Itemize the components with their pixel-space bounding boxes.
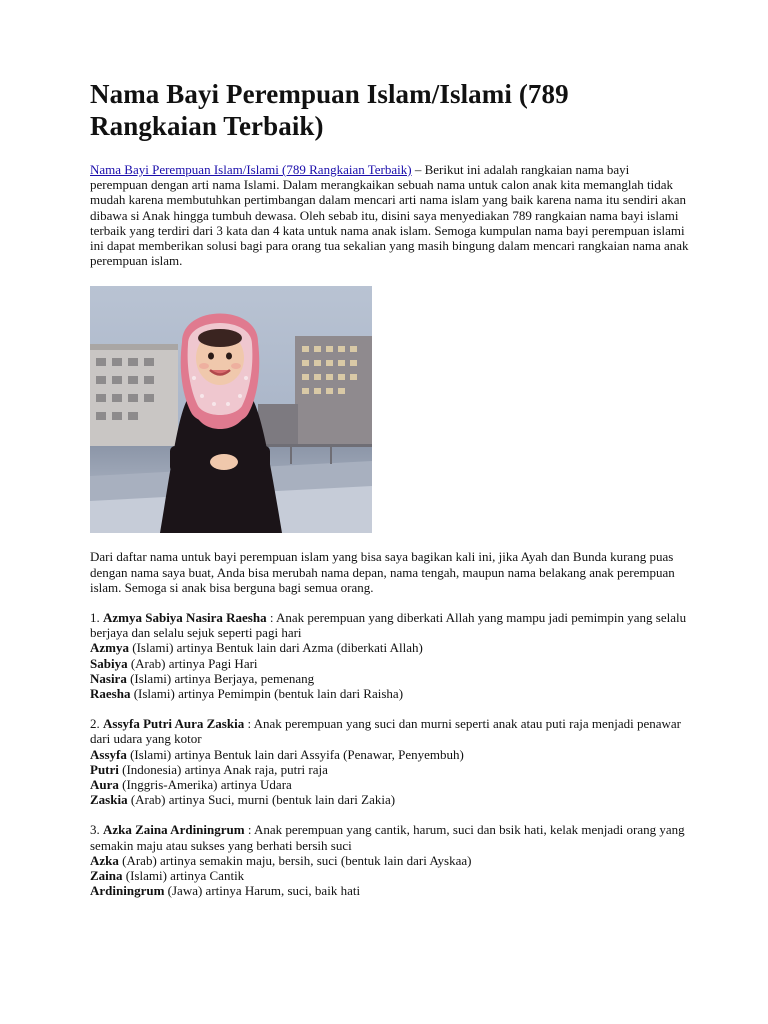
part-meaning: (Indonesia) artinya Anak raja, putri raja	[118, 761, 328, 777]
item-part	[90, 747, 690, 762]
document-page	[90, 0, 690, 898]
part-word: Azka	[90, 852, 119, 868]
part-word: Raesha	[90, 686, 131, 702]
item-description: : Anak perempuan yang suci dan murni seperti anak atau puti raja menjadi penawar dari udara yang kotor	[90, 716, 682, 747]
item-part	[90, 868, 690, 883]
list-item	[90, 716, 690, 807]
part-word: Zaskia	[90, 792, 128, 808]
part-meaning: (Jawa) artinya Harum, suci, baik hati	[164, 883, 361, 899]
item-name: Assyfa Putri Aura Zaskia	[103, 716, 245, 732]
item-heading	[90, 822, 690, 852]
item-number: 1.	[90, 610, 103, 626]
part-meaning: (Islami) artinya Berjaya, pemenang	[126, 670, 315, 686]
part-word: Sabiya	[90, 655, 128, 671]
photo-girl-hijab-icon	[90, 286, 372, 533]
item-part	[90, 640, 690, 655]
part-word: Nasira	[90, 670, 127, 686]
part-meaning: (Inggris-Amerika) artinya Udara	[118, 777, 292, 793]
item-part	[90, 762, 690, 777]
part-meaning: (Arab) artinya Suci, murni (bentuk lain dari Zakia)	[127, 792, 396, 808]
part-word: Zaina	[90, 868, 123, 884]
item-name: Azka Zaina Ardiningrum	[103, 822, 245, 838]
part-word: Ardiningrum	[90, 883, 165, 899]
part-word: Aura	[90, 777, 119, 793]
part-meaning: (Islami) artinya Pemimpin (bentuk lain dari Raisha)	[130, 686, 404, 702]
item-name: Azmya Sabiya Nasira Raesha	[103, 610, 267, 626]
part-meaning: (Arab) artinya semakin maju, bersih, suci (bentuk lain dari Ayskaa)	[118, 852, 472, 868]
item-part	[90, 671, 690, 686]
part-meaning: (Islami) artinya Bentuk lain dari Azma (diberkati Allah)	[129, 640, 423, 656]
part-word: Putri	[90, 761, 119, 777]
item-heading	[90, 610, 690, 640]
part-word: Azmya	[90, 640, 129, 656]
body-paragraph: Dari daftar nama untuk bayi perempuan islam yang bisa saya bagikan kali ini, jika Ayah dan Bunda kurang puas dengan nama saya buat, Anda bisa merubah nama depan, nama tengah, maupun nama belakang anak perempuan islam. Semoga si anak bisa berguna bagi semua orang.	[90, 549, 675, 595]
part-meaning: (Arab) artinya Pagi Hari	[127, 655, 258, 671]
intro-text: – Berikut ini adalah rangkaian nama bayi perempuan dengan arti nama Islami. Dalam merangkaikan sebuah nama untuk calon anak kita memanglah tidak mudah karena membutuhkan pertimbangan dalam mencari arti nama islam yang baik karena nama itu sendiri akan dibawa si Anak hingga tumbuh dewasa. Oleh sebab itu, disini saya menyediakan 789 rangkaian nama bayi islami terbaik yang terdiri dari 3 kata dan 4 kata untuk nama anak islam. Semoga kumpulan nama bayi perempuan islami ini dapat memberikan solusi bagi para orang tua sekalian yang masih bingung dalam mencari rangkaian nama anak perempuan islam.	[90, 162, 689, 269]
item-part	[90, 792, 690, 807]
intro-paragraph	[90, 162, 690, 268]
list-item	[90, 822, 690, 898]
item-part	[90, 883, 690, 898]
item-part	[90, 777, 690, 792]
item-part	[90, 686, 690, 701]
item-description: : Anak perempuan yang diberkati Allah yang mampu jadi pemimpin yang selalu berjaya dan selalu sejuk seperti pagi hari	[90, 610, 687, 641]
item-number: 2.	[90, 716, 103, 732]
part-meaning: (Islami) artinya Cantik	[122, 868, 245, 884]
list-item	[90, 610, 690, 701]
item-heading	[90, 716, 690, 746]
part-meaning: (Islami) artinya Bentuk lain dari Assyifa (Penawar, Penyembuh)	[126, 746, 464, 762]
article-title: Nama Bayi Perempuan Islam/Islami (789 Rangkaian Terbaik)	[90, 79, 569, 141]
item-number: 3.	[90, 822, 103, 838]
item-description: : Anak perempuan yang cantik, harum, suci dan bsik hati, kelak menjadi orang yang semakin maju atau sukses yang berhati bersih suci	[90, 822, 685, 853]
item-part	[90, 656, 690, 671]
article-link[interactable]: Nama Bayi Perempuan Islam/Islami (789 Rangkaian Terbaik)	[90, 162, 412, 177]
part-word: Assyfa	[90, 746, 127, 762]
item-part	[90, 853, 690, 868]
